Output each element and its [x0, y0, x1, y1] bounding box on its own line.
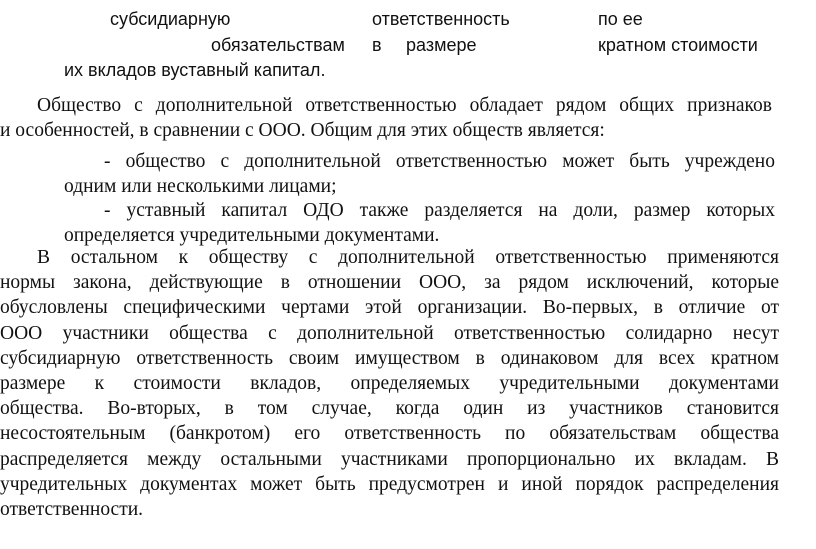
paragraph-main-line: учредительных документах может быть предусмотрен и иной порядок распределения	[0, 473, 779, 495]
paragraph-main-line: обусловлены специфическими чертами этой организации. Во-первых, в отличие от	[0, 297, 779, 319]
paragraph-main-line-last: ответственности.	[0, 499, 144, 521]
top-word-amount: размере	[406, 35, 477, 55]
paragraph-main-line: ООО участники общества с дополнительной ответственностью солидарно несут	[0, 322, 779, 344]
list-item-capital-line-2: определяется учредительными документами.	[64, 225, 440, 247]
top-word-multiple-cost: кратном стоимости	[598, 35, 758, 55]
paragraph-intro	[0, 93, 772, 143]
list-item-founders-line-1: - общество с дополнительной ответственностью может быть учреждено	[104, 151, 775, 172]
top-word-in: в	[372, 35, 382, 55]
top-word-obligations: обязательствам	[211, 35, 345, 55]
top-word-on-its: по ее	[598, 9, 643, 29]
paragraph-main-line: распределяется между остальными участниками пропорционально их вкладам. В	[0, 448, 779, 470]
paragraph-main-line: нормы закона, действующие в отношении ООО, за рядом исключений, которые	[0, 272, 779, 294]
top-line-contributions: их вкладов вуставный капитал.	[64, 60, 326, 80]
top-word-subsidiary: субсидиарную	[110, 9, 231, 29]
paragraph-main	[0, 245, 779, 522]
paragraph-main-line: несостоятельным (банкротом) его ответственность по обязательствам общества	[0, 423, 779, 445]
paragraph-intro-line-1: Общество с дополнительной ответственностью обладает рядом общих признаков	[37, 95, 772, 116]
list-item-founders	[64, 149, 775, 199]
paragraph-main-line: В остальном к обществу с дополнительной ответственностью применяются	[37, 247, 779, 268]
paragraph-intro-line-2: и особенностей, в сравнении с ООО. Общим для этих обществ является:	[0, 120, 605, 142]
paragraph-main-line: общества. Во-вторых, в том случае, когда один из участников становится	[0, 398, 779, 420]
top-word-responsibility: ответственность	[372, 9, 510, 29]
paragraph-main-line: размере к стоимости вкладов, определяемых учредительными документами	[0, 373, 779, 395]
paragraph-main-line: субсидиарную ответственность своим имуществом в одинаковом для всех кратном	[0, 347, 779, 369]
list-item-founders-line-2: одним или несколькими лицами;	[64, 176, 337, 198]
list-item-capital	[64, 198, 775, 248]
list-item-capital-line-1: - уставный капитал ОДО также разделяется на доли, размер которых	[104, 200, 775, 221]
